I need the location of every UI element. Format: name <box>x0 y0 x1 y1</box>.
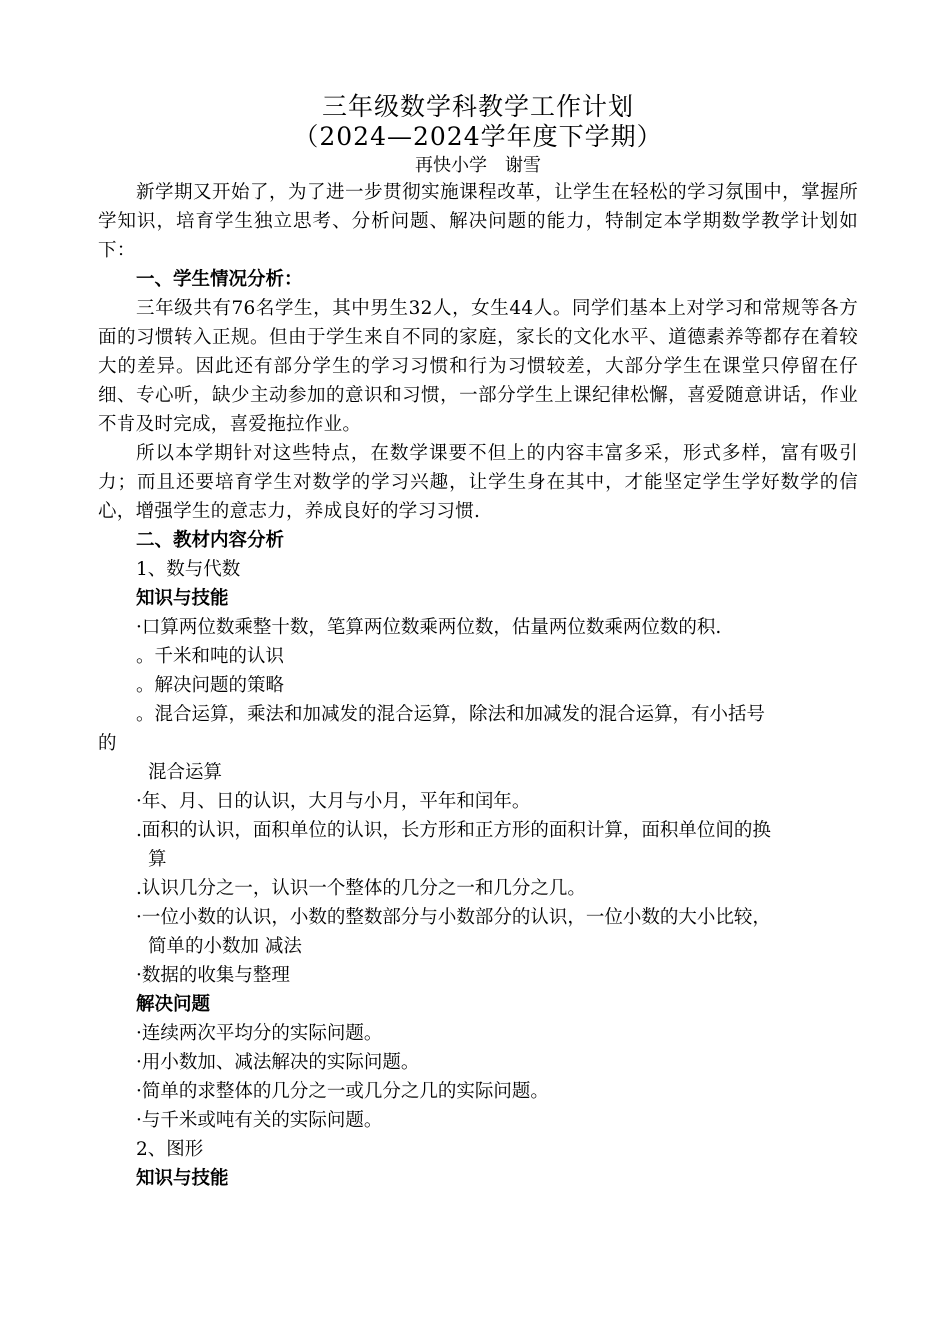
list-item: ·用小数加、减法解决的实际问题。 <box>136 1052 420 1073</box>
list-item: ·一位小数的认识，小数的整数部分与小数部分的认识，一位小数的大小比较， <box>136 907 771 928</box>
knowledge-skills-heading: 知识与技能 <box>136 588 229 609</box>
subsection-number-algebra: 1、数与代数 <box>136 559 241 580</box>
list-item: 。混合运算，乘法和加减发的混合运算，除法和加减发的混合运算，有小括号 <box>136 704 766 725</box>
list-item-continuation: 的 <box>98 733 117 754</box>
section1-heading: 一、学生情况分析： <box>136 269 303 290</box>
intro-paragraph: 新学期又开始了，为了进一步贯彻实施课程改革，让学生在轻松的学习氛围中，掌握所学知识，培育学生独立思考、分析问题、解决问题的能力，特制定本学期数学教学计划如下： <box>98 182 858 261</box>
list-item: .面积的认识，面积单位的认识，长方形和正方形的面积计算，面积单位间的换 <box>136 820 771 841</box>
document-subtitle: （2024—2024学年度下学期） <box>293 122 663 151</box>
section2-heading: 二、教材内容分析 <box>136 530 285 551</box>
list-item-continuation: 简单的小数加 减法 <box>148 936 302 957</box>
list-item: ·口算两位数乘整十数，笔算两位数乘两位数，估量两位数乘两位数的积. <box>136 617 722 638</box>
list-item-continuation: 算 <box>148 849 167 870</box>
list-item: ·与千米或吨有关的实际问题。 <box>136 1110 383 1131</box>
document-title: 三年级数学科教学工作计划 <box>321 92 634 121</box>
list-item: 。千米和吨的认识 <box>136 646 285 667</box>
section1-paragraph-1: 三年级共有76名学生，其中男生32人，女生44人。同学们基本上对学习和常规等各方面的习惯转入正规。但由于学生来自不同的家庭，家长的文化水平、道德素养等都存在着较大的差异。因此还有部分学生的学习习惯和行为习惯较差，大部分学生在课堂只停留在仔细、专心听，缺少主动参加的意识和习惯，一部分学生上课纪律松懈，喜爱随意讲话，作业不肯及时完成，喜爱拖拉作业。 <box>98 298 858 435</box>
section1-paragraph-2: 所以本学期针对这些特点，在数学课要不但上的内容丰富多采，形式多样，富有吸引力；而且还要培育学生对数学的学习兴趣，让学生身在其中，才能坚定学生学好数学的信心，增强学生的意志力，养成良好的学习习惯. <box>98 443 858 522</box>
list-item: ·简单的求整体的几分之一或几分之几的实际问题。 <box>136 1081 549 1102</box>
list-item: ·数据的收集与整理 <box>136 965 290 986</box>
knowledge-skills-heading-2: 知识与技能 <box>136 1168 229 1189</box>
list-item: ·年、月、日的认识，大月与小月，平年和闰年。 <box>136 791 531 812</box>
author-line: 再快小学 谢雪 <box>415 155 541 176</box>
list-item-continuation: 混合运算 <box>148 762 223 783</box>
solve-problems-heading: 解决问题 <box>136 994 211 1015</box>
list-item: .认识几分之一，认识一个整体的几分之一和几分之几。 <box>136 878 586 899</box>
document-page <box>98 92 858 1193</box>
list-item: 。解决问题的策略 <box>136 675 285 696</box>
subsection-geometry: 2、图形 <box>136 1139 204 1160</box>
list-item: ·连续两次平均分的实际问题。 <box>136 1023 383 1044</box>
